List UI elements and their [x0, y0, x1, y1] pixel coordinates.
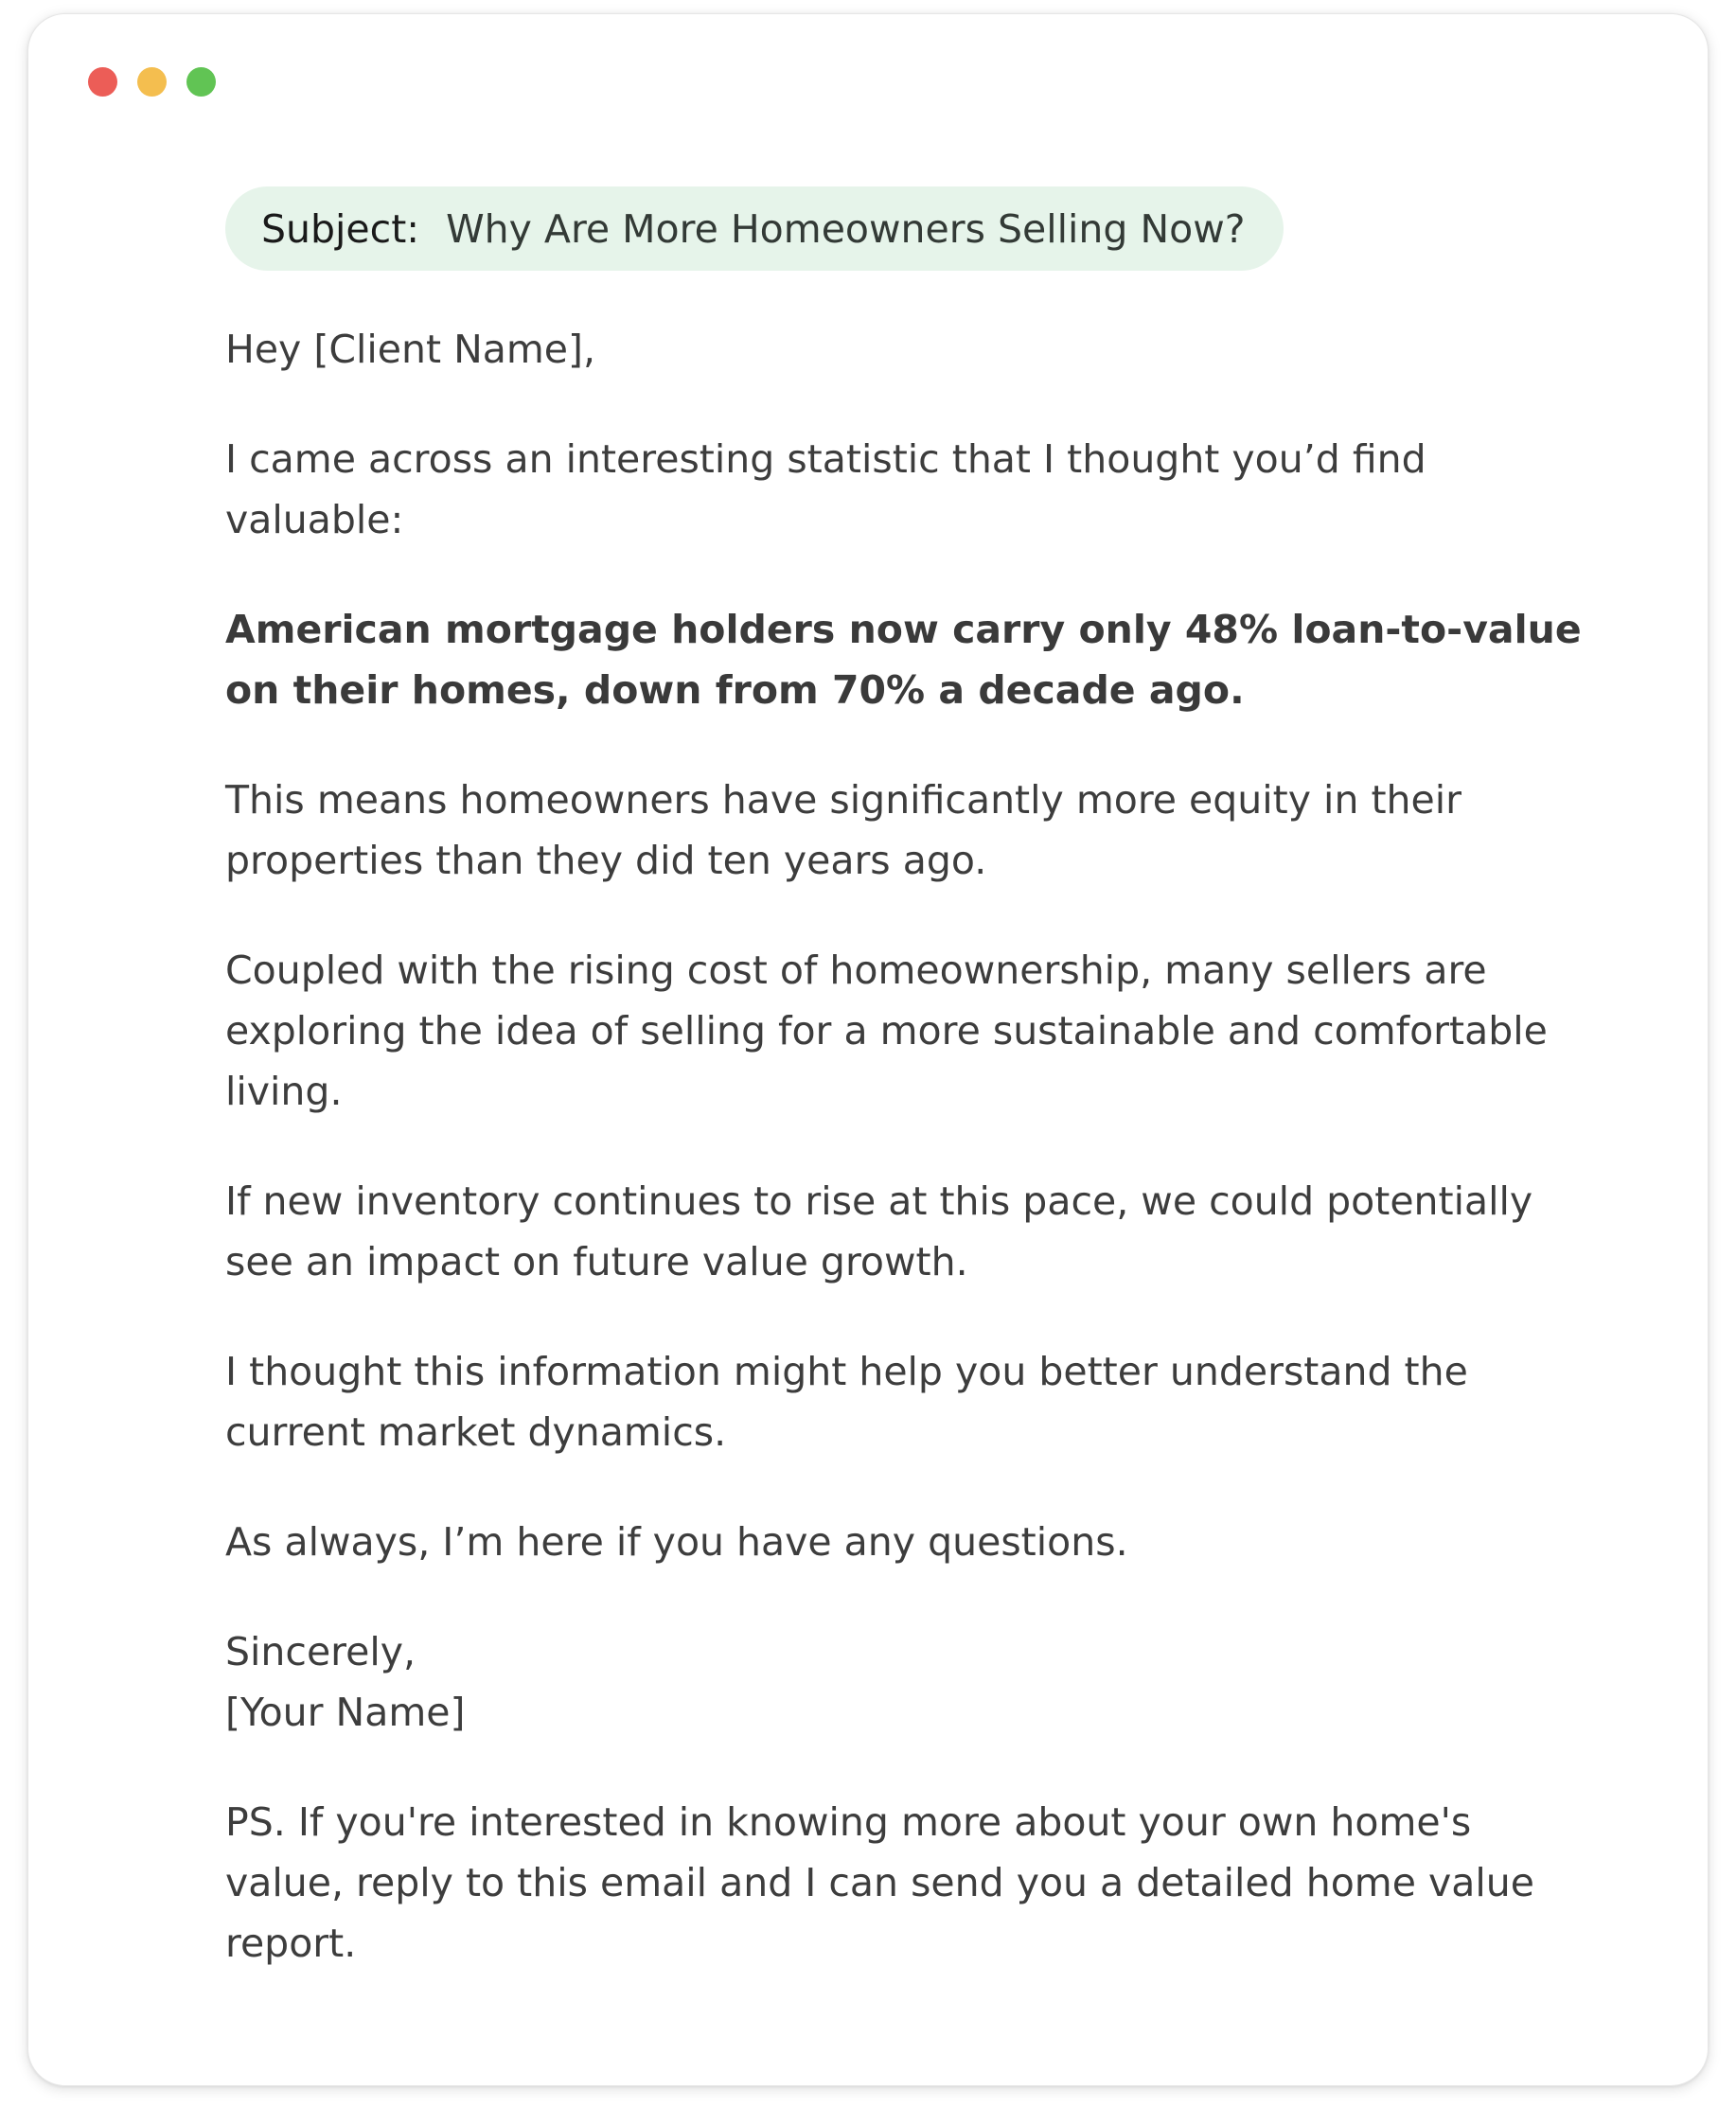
email-body — [225, 319, 1588, 2023]
subject-text: Why Are More Homeowners Selling Now? — [446, 205, 1246, 252]
close-window-icon[interactable] — [88, 67, 117, 97]
window-controls — [88, 67, 216, 97]
paragraph-intro: I came across an interesting statistic that I thought you’d find valuable: — [225, 436, 1426, 542]
zoom-window-icon[interactable] — [186, 67, 216, 97]
subject-label: Subject: — [261, 205, 420, 252]
paragraph-questions: As always, I’m here if you have any questions. — [225, 1519, 1128, 1565]
paragraph-equity: This means homeowners have significantly more equity in their properties than they did ten years ago. — [225, 777, 1461, 883]
subject-line — [225, 186, 1284, 271]
email-window — [27, 13, 1709, 2086]
paragraph-inventory: If new inventory continues to rise at this pace, we could potentially see an impact on future value growth. — [225, 1178, 1533, 1284]
signature: [Your Name] — [225, 1690, 466, 1735]
greeting: Hey [Client Name], — [225, 327, 596, 372]
postscript: PS. If you're interested in knowing more about your own home's value, reply to this email and I can send you a detailed home value report. — [225, 1799, 1534, 1966]
signoff-block — [225, 1621, 1588, 1743]
signoff: Sincerely, — [225, 1629, 416, 1674]
paragraph-statistic: American mortgage holders now carry only 48% loan-to-value on their homes, down from 70% a decade ago. — [225, 607, 1582, 713]
minimize-window-icon[interactable] — [137, 67, 167, 97]
paragraph-market: I thought this information might help you better understand the current market dynamics. — [225, 1349, 1468, 1455]
paragraph-costs: Coupled with the rising cost of homeownership, many sellers are exploring the idea of selling for a more sustainable and comfortable living. — [225, 947, 1548, 1114]
